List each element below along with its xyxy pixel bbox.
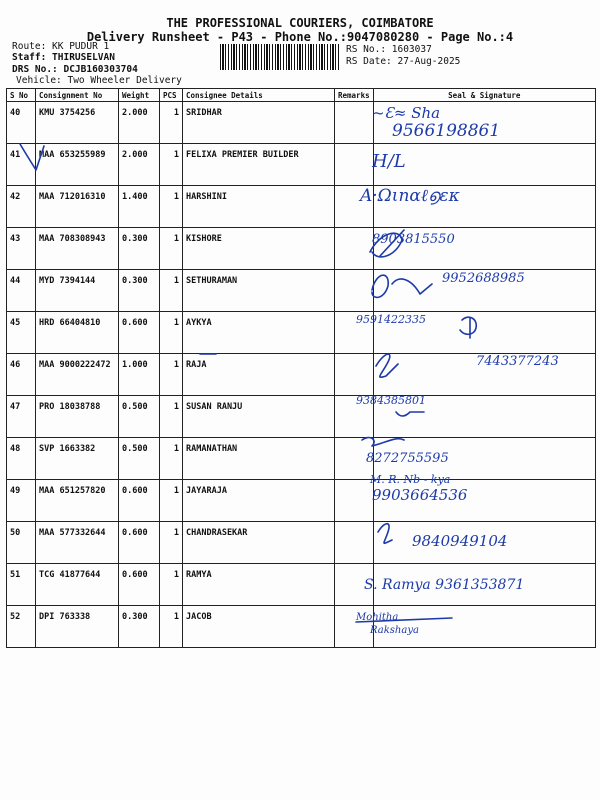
handwritten-name-49: M. R. Nb - kya (370, 473, 451, 486)
consignment-cell: MAA 653255989 (36, 144, 119, 186)
handwritten-phone-46: 7443377243 (476, 354, 559, 369)
handwritten-phone-50: 9840949104 (412, 532, 508, 550)
rs-date: RS Date: 27-Aug-2025 (346, 56, 461, 67)
weight-cell: 1.400 (119, 186, 160, 228)
pcs-cell: 1 (160, 144, 183, 186)
handwritten-phone-43: 8903815550 (372, 232, 455, 247)
handwritten-mark-41: H/L (372, 151, 406, 172)
consignment-cell: SVP 1663382 (36, 438, 119, 480)
sno-cell: 50 (7, 522, 36, 564)
pcs-cell: 1 (160, 102, 183, 144)
drs-number: DRS No.: DCJB160303704 (12, 64, 138, 75)
weight-cell: 0.600 (119, 312, 160, 354)
consignment-cell: MAA 9000222472 (36, 354, 119, 396)
sno-cell: 52 (7, 606, 36, 648)
sno-cell: 42 (7, 186, 36, 228)
pcs-cell: 1 (160, 606, 183, 648)
pcs-cell: 1 (160, 354, 183, 396)
consignment-cell: HRD 66404810 (36, 312, 119, 354)
handwritten-signature-51: S. Ramya 9361353871 (364, 577, 525, 593)
consignee-cell: RAJA (183, 354, 335, 396)
vehicle-label: Vehicle: Two Wheeler Delivery (16, 75, 182, 86)
pcs-cell: 1 (160, 186, 183, 228)
route-label: Route: KK PUDUR 1 (12, 41, 110, 52)
sno-cell: 51 (7, 564, 36, 606)
consignee-cell: CHANDRASEKAR (183, 522, 335, 564)
weight-cell: 0.600 (119, 522, 160, 564)
col-remarks: Remarks (335, 89, 374, 102)
staff-label: Staff: THIRUSELVAN (12, 52, 115, 63)
handwritten-name-52b: Rakshaya (370, 625, 419, 636)
consignment-cell: MAA 651257820 (36, 480, 119, 522)
handwritten-name-52a: Mohitha (356, 612, 399, 623)
consignee-cell: AYKYA (183, 312, 335, 354)
sno-cell: 46 (7, 354, 36, 396)
scribble-46 (376, 354, 398, 377)
pcs-cell: 1 (160, 312, 183, 354)
weight-cell: 1.000 (119, 354, 160, 396)
handwritten-phone-48: 8272755595 (366, 451, 449, 466)
consignment-cell: MAA 577332644 (36, 522, 119, 564)
sno-cell: 43 (7, 228, 36, 270)
consignment-cell: TCG 41877644 (36, 564, 119, 606)
handwritten-phone-45: 9591422335 (356, 313, 426, 326)
scribble-50 (378, 524, 392, 544)
handwritten-signature-42: A·Ωιnαℓ൭εκ (360, 186, 460, 206)
handwritten-phone-49: 9903664536 (372, 486, 468, 504)
weight-cell: 0.300 (119, 270, 160, 312)
col-consignee: Consignee Details (183, 89, 335, 102)
consignee-cell: SUSAN RANJU (183, 396, 335, 438)
pcs-cell: 1 (160, 438, 183, 480)
sno-cell: 40 (7, 102, 36, 144)
sno-cell: 41 (7, 144, 36, 186)
rs-number: RS No.: 1603037 (346, 44, 432, 55)
consignee-cell: SETHURAMAN (183, 270, 335, 312)
consignment-cell: DPI 763338 (36, 606, 119, 648)
weight-cell: 0.300 (119, 606, 160, 648)
consignment-cell: MYD 7394144 (36, 270, 119, 312)
sno-cell: 44 (7, 270, 36, 312)
weight-cell: 0.600 (119, 480, 160, 522)
handwritten-phone-44: 9952688985 (442, 271, 525, 286)
col-consignment: Consignment No (36, 89, 119, 102)
col-weight: Weight (119, 89, 160, 102)
weight-cell: 0.500 (119, 396, 160, 438)
weight-cell: 0.300 (119, 228, 160, 270)
scribble-44 (372, 275, 432, 297)
col-signature: Seal & Signature (373, 89, 595, 102)
runsheet-subtitle: Delivery Runsheet - P43 - Phone No.:9047080280 - Page No.:4 (86, 30, 514, 44)
handwritten-phone-47: 9384385801 (356, 394, 426, 407)
consignee-cell: HARSHINI (183, 186, 335, 228)
scribble-48 (362, 438, 404, 446)
consignment-cell: MAA 712016310 (36, 186, 119, 228)
consignment-cell: PRO 18038788 (36, 396, 119, 438)
consignee-cell: JAYARAJA (183, 480, 335, 522)
consignee-cell: FELIXA PREMIER BUILDER (183, 144, 335, 186)
sno-cell: 48 (7, 438, 36, 480)
consignee-cell: RAMANATHAN (183, 438, 335, 480)
consignment-cell: MAA 708308943 (36, 228, 119, 270)
sno-cell: 47 (7, 396, 36, 438)
weight-cell: 0.600 (119, 564, 160, 606)
handwritten-phone-40: 9566198861 (392, 121, 501, 141)
weight-cell: 2.000 (119, 102, 160, 144)
scribble-47 (396, 412, 424, 416)
pcs-cell: 1 (160, 396, 183, 438)
scribble-signature-40: ~Ɛ≈ Sha (372, 104, 441, 122)
pcs-cell: 1 (160, 522, 183, 564)
scribble-43 (370, 230, 404, 257)
consignee-cell: SRIDHAR (183, 102, 335, 144)
scribble-45 (460, 317, 476, 338)
weight-cell: 0.500 (119, 438, 160, 480)
tick-mark-41 (20, 144, 44, 170)
consignment-cell: KMU 3754256 (36, 102, 119, 144)
col-pcs: PCS (160, 89, 183, 102)
consignee-cell: JACOB (183, 606, 335, 648)
pcs-cell: 1 (160, 270, 183, 312)
consignee-cell: KISHORE (183, 228, 335, 270)
pcs-cell: 1 (160, 480, 183, 522)
col-sno: S No (7, 89, 36, 102)
company-title: THE PROFESSIONAL COURIERS, COIMBATORE (166, 16, 434, 30)
pcs-cell: 1 (160, 228, 183, 270)
pcs-cell: 1 (160, 564, 183, 606)
sno-cell: 45 (7, 312, 36, 354)
consignee-cell: RAMYA (183, 564, 335, 606)
scribble-52 (356, 618, 452, 622)
weight-cell: 2.000 (119, 144, 160, 186)
sno-cell: 49 (7, 480, 36, 522)
